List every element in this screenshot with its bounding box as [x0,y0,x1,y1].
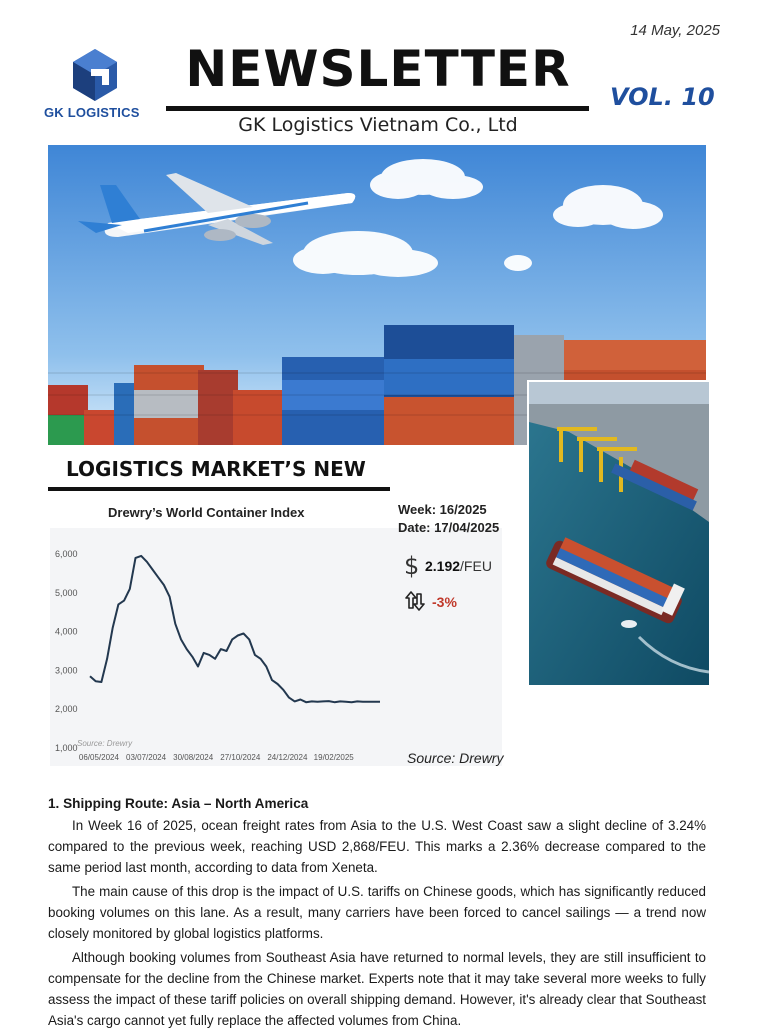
price-value: 2.192 [425,558,461,574]
index-price [425,558,492,574]
x-tick-label: 06/05/2024 [78,753,119,762]
dollar-icon: $ [404,552,420,580]
x-tick-label: 24/12/2024 [267,753,308,762]
section-underline [48,487,390,491]
chart-source: Source: Drewry [407,750,504,766]
title-underline [166,106,589,111]
index-date: Date: 17/04/2025 [398,520,500,535]
article-heading: 1. Shipping Route: Asia – North America [48,796,309,811]
index-change: -3% [432,594,457,610]
chart-watermark: Source: Drewry [77,739,133,748]
y-tick-label: 6,000 [55,549,78,559]
x-tick-label: 27/10/2024 [220,753,261,762]
x-tick-label: 03/07/2024 [126,753,167,762]
wci-series-line [90,556,380,702]
port-ship-image [527,380,711,687]
section-title: LOGISTICS MARKET’S NEW [66,457,366,481]
article-body [48,793,706,1034]
y-tick-label: 2,000 [55,704,78,715]
up-down-arrows-icon [405,590,425,612]
price-unit: /FEU [460,558,492,574]
y-tick-label: 3,000 [55,665,78,676]
volume-number: VOL. 10 [610,83,715,111]
newsletter-title: NEWSLETTER [185,40,571,98]
company-subtitle: GK Logistics Vietnam Co., Ltd [238,114,518,136]
article-paragraph: Although booking volumes from Southeast Asia have returned to normal levels, they are still insufficient to compensate for the decline from the Chinese market. Experts note that it may take several more weeks to fully assess the impact of these tariff policies on overall shipping demand. However, it's already clear that Southeast Asia's cargo cannot yet fully replace the affected volumes from China. [48,950,706,1028]
y-tick-label: 4,000 [55,626,78,637]
y-tick-label: 1,000 [55,743,78,753]
chart-title: Drewry’s World Container Index [108,505,305,520]
article-paragraph: In Week 16 of 2025, ocean freight rates from Asia to the U.S. West Coast saw a slight decline of 3.24% compared to the previous week, reaching USD 2,868/FEU. This marks a 2.36% decrease compared to the same period last month, according to data from Xeneta. [48,818,706,875]
article-paragraph: The main cause of this drop is the impact of U.S. tariffs on Chinese goods, which has significantly reduced booking volumes on this lane. As a result, many carriers have been forced to cancel sailings — a trend now closely monitored by global logistics platforms. [48,884,706,941]
y-tick-label: 5,000 [55,587,78,598]
logo-wordmark: GK LOGISTICS [44,105,140,120]
x-tick-label: 19/02/2025 [313,753,354,762]
issue-date: 14 May, 2025 [630,22,720,39]
x-tick-label: 30/08/2024 [173,753,214,762]
index-week: Week: 16/2025 [398,502,487,517]
